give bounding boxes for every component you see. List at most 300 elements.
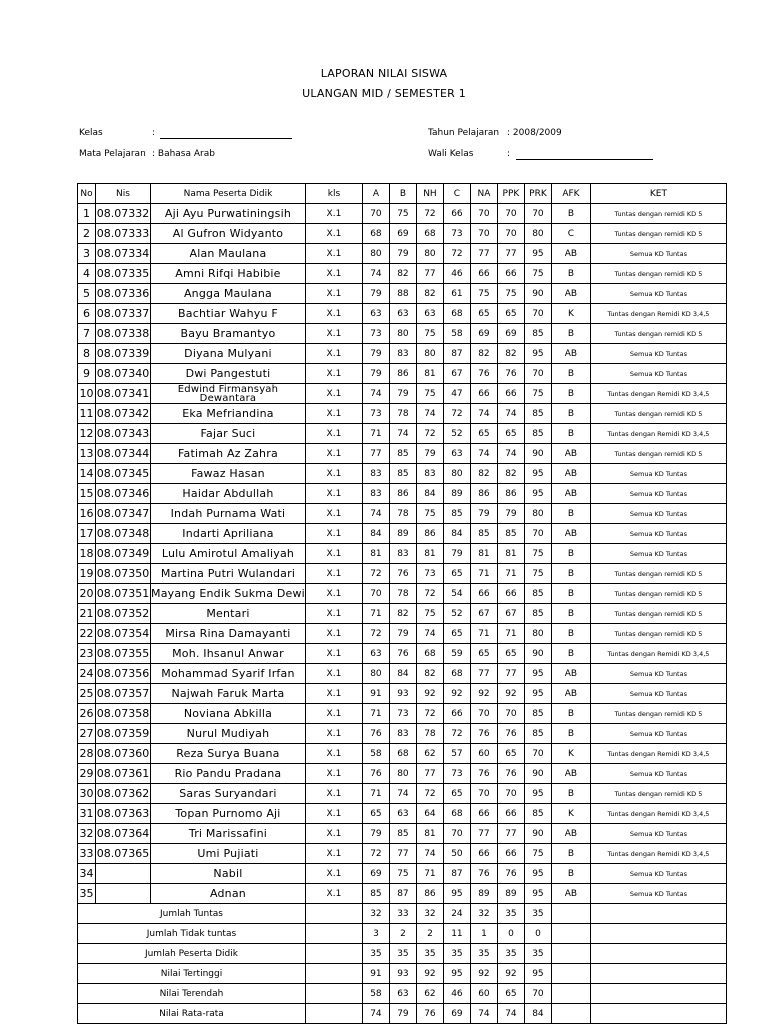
cell-name: Saras Suryandari: [151, 784, 306, 804]
cell-b: 89: [389, 524, 416, 544]
cell-prk: 95: [524, 664, 551, 684]
cell-b: 82: [389, 264, 416, 284]
cell-kls: X.1: [305, 244, 362, 264]
cell-nh: 78: [416, 724, 443, 744]
cell-ket: Semua KD Tuntas: [590, 764, 726, 784]
summary-value: 2: [389, 924, 416, 944]
cell-afk: C: [551, 224, 590, 244]
cell-name: Fawaz Hasan: [151, 464, 306, 484]
cell-kls: X.1: [305, 564, 362, 584]
cell-nh: 68: [416, 644, 443, 664]
table-row: [78, 364, 727, 384]
cell-nis: 08.07335: [96, 264, 151, 284]
cell-nis: 08.07363: [96, 804, 151, 824]
cell-na: 66: [470, 384, 497, 404]
table-row: [78, 344, 727, 364]
cell-ket: Tuntas dengan remidi KD 5: [590, 624, 726, 644]
cell-ket: Tuntas dengan Remidi KD 3,4,5: [590, 304, 726, 324]
cell-ket: Tuntas dengan remidi KD 5: [590, 224, 726, 244]
cell-ppk: 77: [497, 244, 524, 264]
cell-ket: Tuntas dengan Remidi KD 3,4,5: [590, 804, 726, 824]
col-header-ppk: PPK: [497, 184, 524, 204]
summary-value: 35: [497, 904, 524, 924]
cell-kls: X.1: [305, 464, 362, 484]
table-row: [78, 244, 727, 264]
cell-afk: B: [551, 604, 590, 624]
cell-b: 78: [389, 404, 416, 424]
cell-b: 80: [389, 764, 416, 784]
cell-a: 76: [362, 764, 389, 784]
cell-name: Fajar Suci: [151, 424, 306, 444]
cell-a: 79: [362, 824, 389, 844]
cell-no: 29: [78, 764, 96, 784]
cell-ppk: 71: [497, 624, 524, 644]
cell-kls: X.1: [305, 364, 362, 384]
cell-na: 65: [470, 644, 497, 664]
cell-kls: X.1: [305, 884, 362, 904]
cell-prk: 70: [524, 364, 551, 384]
cell-na: 76: [470, 724, 497, 744]
cell-na: 60: [470, 744, 497, 764]
cell-name: Martina Putri Wulandari: [151, 564, 306, 584]
table-row: [78, 844, 727, 864]
cell-a: 71: [362, 784, 389, 804]
table-body: [78, 204, 727, 1024]
cell-a: 91: [362, 684, 389, 704]
cell-b: 74: [389, 784, 416, 804]
cell-a: 73: [362, 404, 389, 424]
cell-no: 19: [78, 564, 96, 584]
cell-b: 63: [389, 804, 416, 824]
table-row: [78, 404, 727, 424]
summary-value: 0: [524, 924, 551, 944]
cell-na: 75: [470, 284, 497, 304]
summary-value: 46: [443, 984, 470, 1004]
cell-afk: K: [551, 744, 590, 764]
cell-a: 72: [362, 564, 389, 584]
table-row: [78, 744, 727, 764]
kelas-separator: :: [152, 128, 156, 138]
cell-prk: 95: [524, 884, 551, 904]
cell-a: 70: [362, 204, 389, 224]
table-row: [78, 604, 727, 624]
cell-ket: Tuntas dengan remidi KD 5: [590, 704, 726, 724]
cell-nis: 08.07336: [96, 284, 151, 304]
cell-no: 20: [78, 584, 96, 604]
cell-c: 70: [443, 824, 470, 844]
cell-kls: X.1: [305, 824, 362, 844]
cell-c: 65: [443, 564, 470, 584]
cell-ppk: 85: [497, 524, 524, 544]
cell-kls: X.1: [305, 764, 362, 784]
cell-prk: 95: [524, 344, 551, 364]
tahun-value: : 2008/2009: [507, 128, 562, 138]
kelas-blank-line: [160, 138, 292, 139]
cell-na: 65: [470, 424, 497, 444]
cell-na: 76: [470, 864, 497, 884]
cell-a: 71: [362, 604, 389, 624]
cell-name: Edwind Firmansyah Dewantara: [151, 384, 306, 404]
summary-empty-cell: [590, 1004, 726, 1024]
cell-na: 74: [470, 444, 497, 464]
cell-nis: 08.07345: [96, 464, 151, 484]
table-row: [78, 584, 727, 604]
cell-afk: B: [551, 584, 590, 604]
cell-prk: 95: [524, 684, 551, 704]
cell-ket: Tuntas dengan Remidi KD 3,4,5: [590, 424, 726, 444]
cell-ket: Tuntas dengan remidi KD 5: [590, 204, 726, 224]
summary-empty-cell: [590, 964, 726, 984]
col-header-c: C: [443, 184, 470, 204]
cell-ket: Tuntas dengan Remidi KD 3,4,5: [590, 384, 726, 404]
cell-ket: Tuntas dengan remidi KD 5: [590, 324, 726, 344]
summary-value: 84: [524, 1004, 551, 1024]
cell-no: 31: [78, 804, 96, 824]
cell-nis: [96, 864, 151, 884]
col-header-nis: Nis: [96, 184, 151, 204]
summary-label: Nilai Rata-rata: [78, 1004, 306, 1024]
cell-a: 70: [362, 584, 389, 604]
cell-kls: X.1: [305, 804, 362, 824]
cell-ket: Semua KD Tuntas: [590, 504, 726, 524]
cell-na: 79: [470, 504, 497, 524]
cell-prk: 85: [524, 604, 551, 624]
cell-name: Amni Rifqi Habibie: [151, 264, 306, 284]
summary-empty-kls: [305, 904, 362, 924]
cell-a: 74: [362, 384, 389, 404]
cell-c: 58: [443, 324, 470, 344]
cell-no: 22: [78, 624, 96, 644]
cell-na: 76: [470, 364, 497, 384]
cell-b: 79: [389, 244, 416, 264]
cell-b: 74: [389, 424, 416, 444]
cell-nis: 08.07334: [96, 244, 151, 264]
cell-a: 63: [362, 304, 389, 324]
cell-b: 85: [389, 444, 416, 464]
cell-name: Lulu Amirotul Amaliyah: [151, 544, 306, 564]
summary-value: 35: [389, 944, 416, 964]
cell-na: 82: [470, 464, 497, 484]
cell-c: 50: [443, 844, 470, 864]
cell-prk: 75: [524, 564, 551, 584]
cell-kls: X.1: [305, 544, 362, 564]
cell-kls: X.1: [305, 384, 362, 404]
cell-nh: 68: [416, 224, 443, 244]
cell-b: 93: [389, 684, 416, 704]
cell-c: 52: [443, 604, 470, 624]
cell-name: Nurul Mudiyah: [151, 724, 306, 744]
cell-name: Reza Surya Buana: [151, 744, 306, 764]
cell-ppk: 65: [497, 644, 524, 664]
cell-na: 66: [470, 264, 497, 284]
cell-afk: B: [551, 724, 590, 744]
table-row: [78, 544, 727, 564]
cell-name: Alan Maulana: [151, 244, 306, 264]
cell-no: 3: [78, 244, 96, 264]
cell-name: Mohammad Syarif Irfan: [151, 664, 306, 684]
kelas-label: Kelas: [79, 128, 103, 138]
cell-a: 72: [362, 624, 389, 644]
cell-no: 10: [78, 384, 96, 404]
cell-nis: 08.07343: [96, 424, 151, 444]
cell-no: 2: [78, 224, 96, 244]
cell-prk: 85: [524, 804, 551, 824]
summary-value: 92: [416, 964, 443, 984]
table-row: [78, 624, 727, 644]
cell-name: Umi Pujiati: [151, 844, 306, 864]
col-header-afk: AFK: [551, 184, 590, 204]
cell-nh: 74: [416, 404, 443, 424]
cell-na: 76: [470, 764, 497, 784]
cell-ppk: 89: [497, 884, 524, 904]
cell-kls: X.1: [305, 444, 362, 464]
cell-c: 87: [443, 864, 470, 884]
cell-afk: B: [551, 564, 590, 584]
cell-b: 63: [389, 304, 416, 324]
cell-name: Nabil: [151, 864, 306, 884]
summary-value: 35: [443, 944, 470, 964]
cell-afk: B: [551, 644, 590, 664]
summary-empty-kls: [305, 984, 362, 1004]
cell-b: 84: [389, 664, 416, 684]
cell-prk: 95: [524, 464, 551, 484]
cell-nh: 75: [416, 504, 443, 524]
cell-nh: 73: [416, 564, 443, 584]
cell-c: 66: [443, 704, 470, 724]
cell-ket: Tuntas dengan Remidi KD 3,4,5: [590, 744, 726, 764]
summary-value: 91: [362, 964, 389, 984]
cell-nis: 08.07356: [96, 664, 151, 684]
cell-afk: B: [551, 544, 590, 564]
cell-prk: 85: [524, 324, 551, 344]
cell-afk: AB: [551, 284, 590, 304]
table-row: [78, 484, 727, 504]
cell-prk: 70: [524, 304, 551, 324]
summary-row: [78, 964, 727, 984]
cell-no: 6: [78, 304, 96, 324]
cell-b: 73: [389, 704, 416, 724]
cell-afk: B: [551, 624, 590, 644]
cell-name: Indah Purnama Wati: [151, 504, 306, 524]
cell-kls: X.1: [305, 304, 362, 324]
cell-ppk: 66: [497, 264, 524, 284]
cell-ppk: 66: [497, 804, 524, 824]
cell-kls: X.1: [305, 324, 362, 344]
cell-kls: X.1: [305, 404, 362, 424]
summary-value: 92: [470, 964, 497, 984]
cell-no: 25: [78, 684, 96, 704]
cell-afk: B: [551, 364, 590, 384]
table-row: [78, 704, 727, 724]
cell-name: Dwi Pangestuti: [151, 364, 306, 384]
cell-a: 71: [362, 704, 389, 724]
cell-nh: 82: [416, 284, 443, 304]
cell-kls: X.1: [305, 744, 362, 764]
cell-name: Bachtiar Wahyu F: [151, 304, 306, 324]
cell-no: 9: [78, 364, 96, 384]
cell-ppk: 70: [497, 704, 524, 724]
table-row: [78, 464, 727, 484]
summary-empty-cell: [590, 904, 726, 924]
table-row: [78, 644, 727, 664]
cell-nis: 08.07338: [96, 324, 151, 344]
summary-value: 74: [497, 1004, 524, 1024]
summary-empty-kls: [305, 924, 362, 944]
col-header-a: A: [362, 184, 389, 204]
cell-ket: Tuntas dengan remidi KD 5: [590, 444, 726, 464]
cell-c: 89: [443, 484, 470, 504]
cell-a: 77: [362, 444, 389, 464]
summary-value: 58: [362, 984, 389, 1004]
cell-c: 52: [443, 424, 470, 444]
cell-c: 92: [443, 684, 470, 704]
cell-a: 76: [362, 724, 389, 744]
cell-afk: B: [551, 784, 590, 804]
cell-nh: 72: [416, 784, 443, 804]
cell-nh: 81: [416, 544, 443, 564]
cell-nh: 72: [416, 204, 443, 224]
wali-separator: :: [507, 149, 511, 159]
summary-value: 32: [470, 904, 497, 924]
cell-nis: 08.07333: [96, 224, 151, 244]
cell-b: 68: [389, 744, 416, 764]
cell-nh: 84: [416, 484, 443, 504]
cell-a: 71: [362, 424, 389, 444]
cell-no: 30: [78, 784, 96, 804]
cell-nis: 08.07344: [96, 444, 151, 464]
cell-a: 58: [362, 744, 389, 764]
cell-ppk: 82: [497, 344, 524, 364]
cell-na: 69: [470, 324, 497, 344]
cell-name: Mayang Endik Sukma Dewi: [151, 584, 306, 604]
cell-name: Bayu Bramantyo: [151, 324, 306, 344]
cell-na: 67: [470, 604, 497, 624]
cell-a: 83: [362, 464, 389, 484]
cell-a: 80: [362, 244, 389, 264]
summary-value: 35: [362, 944, 389, 964]
cell-no: 33: [78, 844, 96, 864]
cell-a: 74: [362, 264, 389, 284]
cell-b: 76: [389, 644, 416, 664]
cell-kls: X.1: [305, 644, 362, 664]
cell-nis: 08.07340: [96, 364, 151, 384]
cell-b: 85: [389, 824, 416, 844]
cell-ppk: 65: [497, 304, 524, 324]
cell-nis: 08.07348: [96, 524, 151, 544]
table-row: [78, 204, 727, 224]
cell-nis: 08.07347: [96, 504, 151, 524]
cell-nis: 08.07346: [96, 484, 151, 504]
cell-c: 65: [443, 784, 470, 804]
cell-c: 80: [443, 464, 470, 484]
summary-value: 95: [443, 964, 470, 984]
cell-nh: 79: [416, 444, 443, 464]
col-header-ket: KET: [590, 184, 726, 204]
cell-ppk: 92: [497, 684, 524, 704]
cell-no: 32: [78, 824, 96, 844]
cell-no: 13: [78, 444, 96, 464]
summary-value: 93: [389, 964, 416, 984]
cell-c: 67: [443, 364, 470, 384]
cell-nh: 62: [416, 744, 443, 764]
summary-value: 60: [470, 984, 497, 1004]
cell-prk: 95: [524, 864, 551, 884]
summary-row: [78, 1004, 727, 1024]
cell-afk: B: [551, 864, 590, 884]
cell-kls: X.1: [305, 784, 362, 804]
cell-ppk: 66: [497, 584, 524, 604]
table-row: [78, 884, 727, 904]
cell-name: Topan Purnomo Aji: [151, 804, 306, 824]
cell-a: 83: [362, 484, 389, 504]
cell-a: 69: [362, 864, 389, 884]
cell-ket: Tuntas dengan remidi KD 5: [590, 604, 726, 624]
cell-c: 47: [443, 384, 470, 404]
summary-value: 35: [416, 944, 443, 964]
cell-prk: 75: [524, 264, 551, 284]
cell-ppk: 66: [497, 844, 524, 864]
cell-afk: B: [551, 324, 590, 344]
cell-prk: 95: [524, 244, 551, 264]
col-header-name: Nama Peserta Didik: [151, 184, 306, 204]
wali-label: Wali Kelas: [428, 149, 474, 159]
cell-prk: 90: [524, 444, 551, 464]
cell-name: Eka Mefriandina: [151, 404, 306, 424]
cell-c: 72: [443, 244, 470, 264]
cell-ket: Tuntas dengan remidi KD 5: [590, 584, 726, 604]
summary-empty-cell: [551, 1004, 590, 1024]
cell-kls: X.1: [305, 424, 362, 444]
table-row: [78, 384, 727, 404]
cell-name: Tri Marissafini: [151, 824, 306, 844]
cell-afk: B: [551, 844, 590, 864]
cell-c: 61: [443, 284, 470, 304]
cell-kls: X.1: [305, 664, 362, 684]
cell-no: 12: [78, 424, 96, 444]
cell-nh: 77: [416, 264, 443, 284]
cell-ket: Semua KD Tuntas: [590, 664, 726, 684]
cell-no: 26: [78, 704, 96, 724]
cell-kls: X.1: [305, 504, 362, 524]
cell-ket: Tuntas dengan remidi KD 5: [590, 264, 726, 284]
cell-na: 92: [470, 684, 497, 704]
table-row: [78, 524, 727, 544]
cell-nis: 08.07332: [96, 204, 151, 224]
cell-name: Diyana Mulyani: [151, 344, 306, 364]
summary-value: 92: [497, 964, 524, 984]
cell-ppk: 76: [497, 724, 524, 744]
summary-label: Jumlah Tidak tuntas: [78, 924, 306, 944]
cell-nis: 08.07354: [96, 624, 151, 644]
cell-prk: 75: [524, 384, 551, 404]
cell-c: 73: [443, 764, 470, 784]
summary-empty-kls: [305, 964, 362, 984]
cell-prk: 75: [524, 544, 551, 564]
cell-name: Aji Ayu Purwatiningsih: [151, 204, 306, 224]
cell-ppk: 69: [497, 324, 524, 344]
cell-b: 87: [389, 884, 416, 904]
summary-empty-cell: [551, 984, 590, 1004]
summary-empty-cell: [590, 984, 726, 1004]
cell-c: 79: [443, 544, 470, 564]
summary-value: 62: [416, 984, 443, 1004]
cell-ket: Semua KD Tuntas: [590, 724, 726, 744]
cell-c: 57: [443, 744, 470, 764]
summary-row: [78, 924, 727, 944]
cell-afk: B: [551, 404, 590, 424]
summary-value: 76: [416, 1004, 443, 1024]
cell-na: 86: [470, 484, 497, 504]
